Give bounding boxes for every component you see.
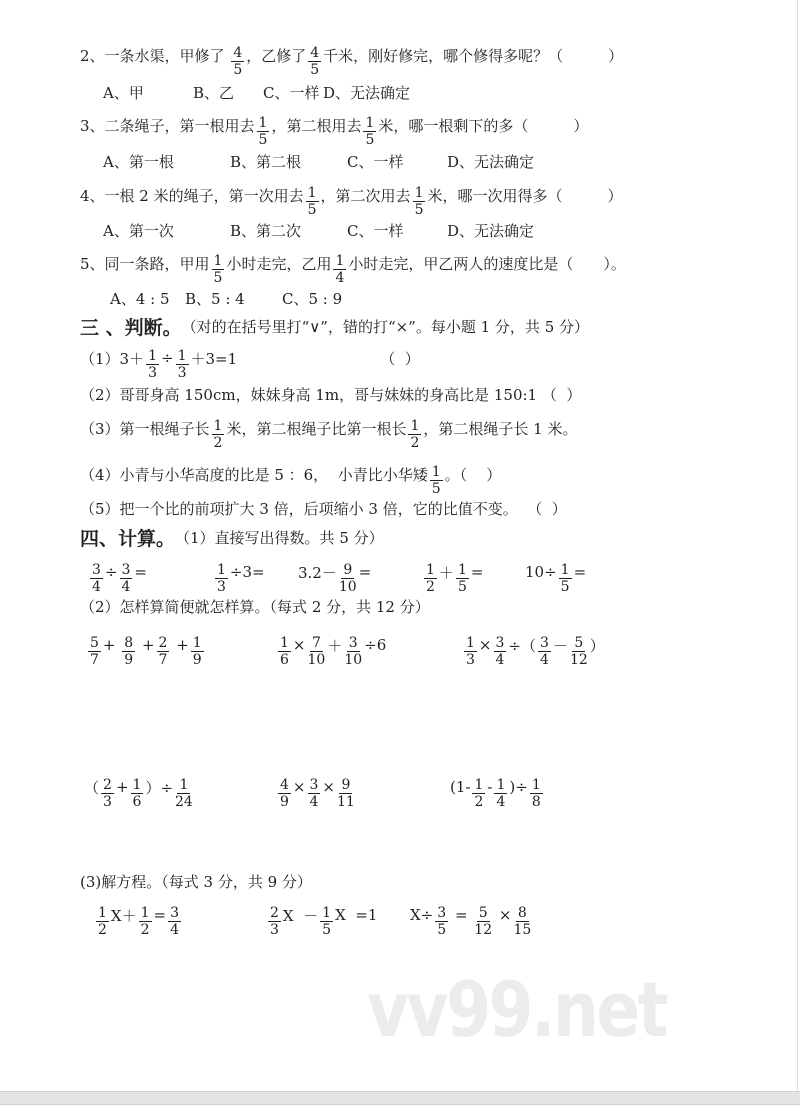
denominator: 3	[217, 578, 226, 595]
text-segment: 4、一根 2 米的绳子，第一次用去	[80, 186, 304, 205]
text-segment: 10÷	[525, 563, 557, 581]
fraction	[191, 635, 204, 668]
numerator: 3	[92, 561, 101, 578]
denominator: 12	[569, 651, 588, 668]
denominator: 8	[531, 793, 541, 810]
text-segment: ）÷	[145, 778, 174, 797]
section-calc-header	[80, 519, 384, 555]
option-d	[447, 212, 534, 248]
denominator: 5	[322, 921, 332, 938]
text-segment: =	[450, 906, 473, 924]
text-segment: =	[573, 563, 587, 581]
text-segment: +	[102, 636, 121, 654]
text-segment: -	[487, 778, 493, 796]
fraction	[139, 905, 152, 938]
numerator: 1	[307, 184, 317, 201]
option-c	[347, 212, 403, 248]
fraction	[337, 777, 355, 810]
simple-calc-item	[462, 627, 605, 668]
numerator: 8	[124, 634, 134, 651]
text-segment: =	[470, 563, 484, 581]
denominator: 6	[280, 651, 289, 668]
simple-calc-item	[86, 627, 206, 668]
denominator: 4	[495, 651, 505, 668]
numerator: 1	[457, 561, 467, 578]
numerator: 5	[90, 634, 99, 651]
text-segment: （5）把一个比的前项扩大 3 倍，后项缩小 3 倍，它的比值不变。 （ ）	[80, 499, 567, 518]
numerator: 3	[495, 634, 505, 651]
simple-calc-item	[276, 627, 387, 668]
text-segment: D、无法确定	[323, 83, 411, 102]
numerator: 9	[341, 776, 351, 793]
fraction	[122, 635, 135, 668]
text-segment: ×	[494, 906, 512, 924]
option-b	[230, 212, 301, 248]
denominator: 5	[437, 921, 447, 938]
text-segment: ，第二次用去	[320, 186, 411, 205]
text-segment: =	[134, 563, 147, 581]
text-segment: (1-	[450, 778, 471, 796]
numerator: 1	[148, 347, 158, 364]
text-segment: D、无法确定	[447, 221, 535, 240]
text-segment: 米，哪一次用得多（ ）	[427, 186, 623, 205]
equation-item	[266, 897, 378, 938]
fraction	[268, 905, 281, 938]
numerator: 2	[103, 776, 112, 793]
denominator: 10	[338, 578, 357, 595]
numerator: 1	[365, 114, 375, 131]
text-segment: A、第一次	[103, 221, 174, 240]
numerator: 3	[121, 561, 131, 578]
numerator: 7	[311, 634, 321, 651]
denominator: 3	[177, 364, 187, 381]
text-segment: C、5 : 9	[282, 289, 343, 308]
text-segment: B、乙	[193, 83, 235, 102]
numerator: 1	[466, 634, 475, 651]
denominator: 4	[170, 921, 180, 938]
text-segment: 小时走完，乙用	[226, 254, 332, 273]
numerator: 1	[213, 252, 223, 269]
text-segment: (3)解方程。（每式 3 分，共 9 分）	[80, 872, 312, 891]
text-segment: 米，哪一根剩下的多（ ）	[378, 116, 589, 135]
fraction	[308, 635, 326, 668]
numerator: 5	[574, 634, 584, 651]
text-segment: ÷	[104, 563, 118, 581]
fraction	[530, 777, 543, 810]
numerator: 3	[540, 634, 549, 651]
text-segment: ，第二根用去	[271, 116, 362, 135]
denominator: 7	[158, 651, 168, 668]
denominator: 4	[335, 269, 345, 286]
text-segment: +	[115, 778, 129, 796]
text-segment: +	[171, 636, 189, 654]
denominator: 5	[258, 131, 268, 148]
judge-item-2	[80, 376, 581, 412]
text-segment: A、4 : 5	[110, 289, 170, 308]
numerator: 1	[322, 904, 332, 921]
text-segment: （3）第一根绳子长	[80, 419, 210, 438]
fraction	[344, 635, 362, 668]
numerator: 5	[478, 904, 488, 921]
denominator: 9	[280, 793, 289, 810]
judge-item-4	[80, 456, 502, 497]
text-segment: +	[137, 636, 155, 654]
denominator: 24	[175, 793, 193, 810]
simple-calc-item	[84, 769, 195, 810]
numerator: 1	[98, 904, 107, 921]
numerator: 1	[258, 114, 268, 131]
watermark: vv99.net	[367, 965, 666, 1054]
question-4	[80, 177, 623, 218]
fraction	[408, 418, 421, 451]
text-segment: A、第一根	[103, 152, 174, 171]
text-segment: ×	[292, 636, 306, 654]
numerator: 1	[560, 561, 570, 578]
numerator: 1	[213, 417, 223, 434]
numerator: 1	[132, 776, 142, 793]
text-segment: ＋	[438, 563, 454, 582]
text-segment: 小时走完，甲乙两人的速度比是（ ）。	[348, 254, 626, 273]
fraction	[88, 635, 101, 668]
denominator: 5	[365, 131, 375, 148]
fraction	[472, 777, 485, 810]
text-segment: 2、一条水渠，甲修了	[80, 46, 230, 65]
denominator: 3	[148, 364, 158, 381]
text-segment: X＋	[110, 906, 137, 925]
text-segment: （对的在括号里打“∨”，错的打“×”。每小题 1 分，共 5 分）	[181, 317, 590, 336]
numerator: 4	[233, 44, 243, 61]
denominator: 5	[307, 201, 317, 218]
fraction	[278, 777, 291, 810]
fraction	[212, 418, 225, 451]
option-b	[193, 74, 234, 110]
direct-calc-item	[298, 554, 372, 595]
text-segment: B、5 : 4	[185, 289, 245, 308]
fraction	[306, 185, 319, 218]
judge-item-1	[80, 340, 420, 381]
simple-calc-header	[80, 588, 430, 624]
fraction	[456, 562, 469, 595]
denominator: 15	[513, 921, 532, 938]
fraction	[320, 905, 333, 938]
text-segment: ÷	[161, 349, 174, 367]
numerator: 1	[496, 776, 506, 793]
denominator: 2	[474, 793, 484, 810]
numerator: 1	[426, 561, 435, 578]
text-segment: 3.2－	[298, 563, 337, 582]
option-d	[447, 143, 534, 179]
denominator: 3	[270, 921, 279, 938]
denominator: 6	[132, 793, 142, 810]
fraction	[464, 635, 477, 668]
numerator: 2	[270, 904, 279, 921]
option-d	[323, 74, 410, 110]
denominator: 10	[344, 651, 363, 668]
option-c	[263, 74, 319, 110]
option-a	[103, 74, 144, 110]
fraction	[513, 905, 531, 938]
direct-calc-item	[422, 554, 484, 595]
text-segment: ×	[322, 778, 335, 796]
numerator: 1	[474, 776, 484, 793]
text-segment: A、甲	[103, 83, 144, 102]
text-segment: =	[358, 563, 372, 581]
numerator: 3	[437, 904, 447, 921]
question-5	[80, 245, 626, 286]
denominator: 4	[92, 578, 101, 595]
fraction	[157, 635, 170, 668]
numerator: 1	[335, 252, 345, 269]
denominator: 12	[474, 921, 493, 938]
denominator: 2	[426, 578, 435, 595]
text-segment: 千米，刚好修完，哪个修得多呢？（ ）	[323, 46, 624, 65]
text-segment: C、一样	[347, 221, 404, 240]
text-segment: B、第二根	[230, 152, 302, 171]
equation-item	[410, 897, 533, 938]
denominator: 5	[213, 269, 223, 286]
option-c	[347, 143, 403, 179]
denominator: 2	[140, 921, 150, 938]
text-segment: （1）3＋	[80, 349, 145, 368]
denominator: 9	[192, 651, 202, 668]
text-segment: X －	[282, 906, 319, 925]
text-segment: B、第二次	[230, 221, 302, 240]
numerator: 1	[179, 776, 189, 793]
section-title: 四、计算。	[80, 527, 176, 550]
numerator: 3	[348, 634, 358, 651]
fraction	[435, 905, 448, 938]
denominator: 7	[90, 651, 99, 668]
fraction	[308, 45, 321, 78]
numerator: 1	[431, 463, 441, 480]
fraction	[570, 635, 588, 668]
numerator: 4	[280, 776, 289, 793]
denominator: 2	[410, 434, 420, 451]
fraction	[494, 635, 507, 668]
fraction	[494, 777, 507, 810]
page-separator	[0, 1091, 800, 1105]
numerator: 1	[280, 634, 289, 651]
text-segment: ÷（	[508, 636, 536, 655]
numerator: 1	[217, 561, 226, 578]
option-a	[103, 143, 174, 179]
numerator: 1	[531, 776, 541, 793]
text-segment: ÷3=	[229, 563, 265, 581]
text-segment: )÷	[509, 778, 528, 796]
denominator: 5	[431, 480, 441, 497]
section-judge-header	[80, 308, 589, 344]
direct-calc-item	[525, 554, 587, 595]
denominator: 3	[466, 651, 475, 668]
numerator: 1	[410, 417, 420, 434]
text-segment: ，第二根绳子长 1 米。	[423, 419, 578, 438]
fraction	[278, 635, 291, 668]
text-segment: C、一样	[263, 83, 320, 102]
text-segment: ×	[478, 636, 492, 654]
text-segment: X =1	[335, 906, 378, 924]
text-segment: （4）小青与小华高度的比是 5 ：6， 小青比小华矮	[80, 465, 428, 484]
denominator: 4	[540, 651, 549, 668]
fraction	[538, 635, 551, 668]
fraction	[101, 777, 114, 810]
denominator: 5	[457, 578, 467, 595]
numerator: 1	[414, 184, 424, 201]
numerator: 3	[309, 776, 319, 793]
denominator: 5	[560, 578, 570, 595]
equation-item	[94, 897, 183, 938]
fraction	[131, 777, 144, 810]
text-segment: 5、同一条路，甲用	[80, 254, 210, 273]
denominator: 4	[121, 578, 131, 595]
text-segment: （2）哥哥身高 150cm，妹妹身高 1m，哥与妹妹的身高比是 150:1 （ ）	[80, 385, 582, 404]
denominator: 11	[337, 793, 355, 810]
denominator: 2	[98, 921, 107, 938]
text-segment: C、一样	[347, 152, 404, 171]
denominator: 5	[310, 61, 320, 78]
section-title: 三 、判断。	[80, 316, 182, 339]
question-2	[80, 37, 624, 78]
text-segment: －	[552, 636, 568, 655]
numerator: 1	[192, 634, 202, 651]
text-segment: （2）怎样算简便就怎样算。（每式 2 分，共 12 分）	[80, 597, 430, 616]
text-segment: （1）直接写出得数。共 5 分）	[175, 528, 384, 547]
direct-calc-item	[213, 554, 265, 595]
numerator: 9	[343, 561, 353, 578]
text-segment: 3、二条绳子，第一根用去	[80, 116, 255, 135]
denominator: 4	[309, 793, 319, 810]
text-segment: X÷	[410, 906, 434, 924]
denominator: 3	[103, 793, 112, 810]
text-segment: ＋	[327, 636, 343, 655]
option-a	[103, 212, 174, 248]
denominator: 9	[124, 651, 134, 668]
numerator: 1	[177, 347, 187, 364]
text-segment: ×	[292, 778, 306, 796]
option-b	[230, 143, 301, 179]
fraction	[413, 185, 426, 218]
denominator: 10	[307, 651, 326, 668]
denominator: 5	[414, 201, 424, 218]
fraction	[231, 45, 244, 78]
fraction	[175, 777, 193, 810]
text-segment: ÷6	[364, 636, 387, 654]
text-segment: （	[84, 778, 100, 797]
numerator: 4	[310, 44, 320, 61]
text-segment: 米，第二根绳子比第一根长	[226, 419, 407, 438]
denominator: 4	[496, 793, 506, 810]
fraction	[308, 777, 321, 810]
fraction	[474, 905, 492, 938]
denominator: 2	[213, 434, 223, 451]
fraction	[168, 905, 181, 938]
direct-calc-item	[88, 554, 147, 595]
text-segment: ＋3=1 （ ）	[190, 349, 420, 368]
numerator: 1	[140, 904, 150, 921]
equation-header	[80, 863, 312, 899]
numerator: 8	[517, 904, 527, 921]
text-segment: 。（ ）	[444, 465, 502, 484]
denominator: 5	[233, 61, 243, 78]
simple-calc-item	[450, 769, 545, 810]
text-segment: D、无法确定	[447, 152, 535, 171]
judge-item-3	[80, 410, 578, 451]
fraction	[96, 905, 109, 938]
numerator: 2	[158, 634, 168, 651]
text-segment: =	[153, 906, 167, 924]
text-segment: ，乙修了	[246, 46, 307, 65]
simple-calc-item	[276, 769, 357, 810]
numerator: 3	[170, 904, 180, 921]
question-3	[80, 107, 589, 148]
text-segment: ）	[589, 636, 605, 655]
fraction	[559, 562, 572, 595]
